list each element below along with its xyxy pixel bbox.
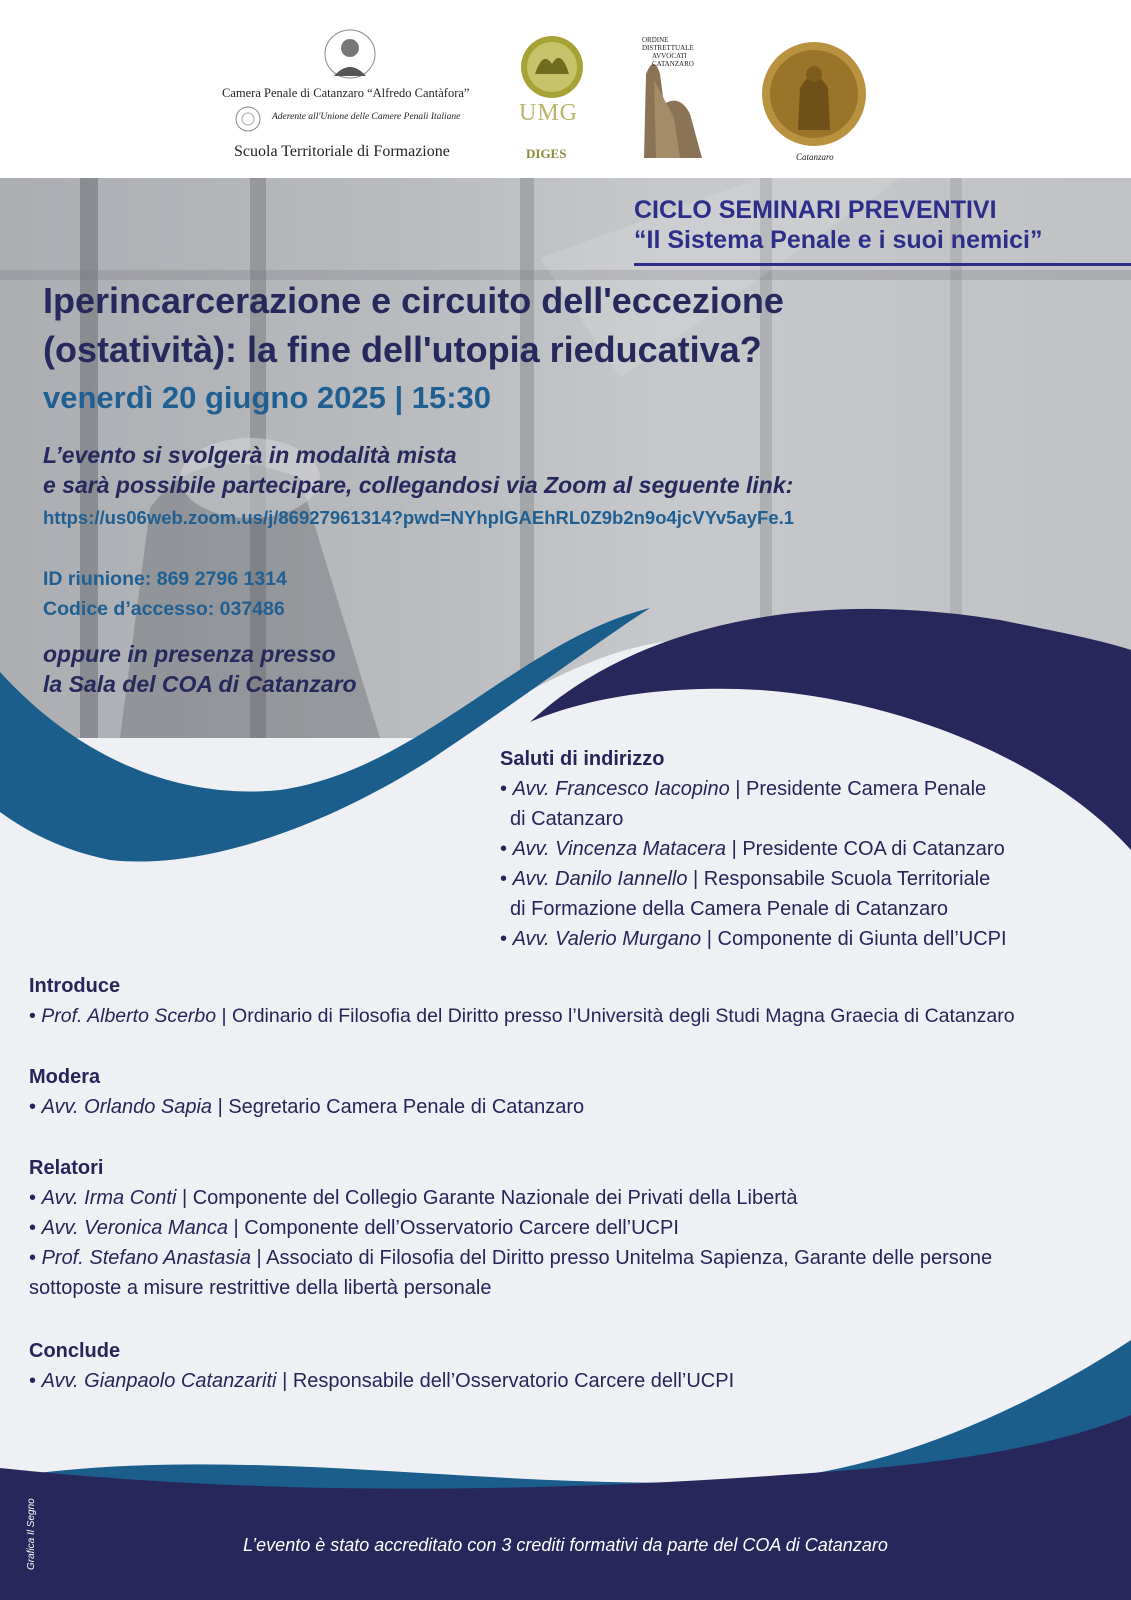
- conclude-item: • Avv. Gianpaolo Catanzariti | Responsabile dell’Osservatorio Carcere dell’UCPI: [29, 1370, 735, 1392]
- scuola-label: Scuola Territoriale di Formazione: [234, 143, 450, 160]
- ordine-line: DISTRETTUALE: [642, 44, 694, 52]
- conclude-heading: Conclude: [29, 1340, 121, 1362]
- saluti-item: • Avv. Francesco Iacopino | Presidente Camera Penale: [500, 778, 987, 800]
- graphic-credit: Grafica Il Segno: [26, 1498, 37, 1570]
- relatori-item: • Avv. Veronica Manca | Componente dell’Osservatorio Carcere dell’UCPI: [29, 1217, 679, 1239]
- meeting-code: Codice d’accesso: 037486: [43, 598, 285, 620]
- introduce-item: • Prof. Alberto Scerbo | Ordinario di Filosofia del Diritto presso l’Università degli Studi Magna Graecia di Catanzaro: [29, 1005, 1015, 1027]
- event-title-line2: (ostatività): la fine dell'utopia rieducativa?: [43, 329, 762, 370]
- fondazione-city: Catanzaro: [796, 152, 834, 162]
- saluti-item-cont: di Formazione della Camera Penale di Catanzaro: [510, 898, 949, 920]
- modera-heading: Modera: [29, 1066, 101, 1088]
- saluti-item: • Avv. Danilo Iannello | Responsabile Scuola Territoriale: [500, 868, 991, 890]
- event-title-line1: Iperincarcerazione e circuito dell'eccezione: [43, 280, 784, 321]
- presence-line1: oppure in presenza presso: [43, 641, 336, 667]
- relatori-heading: Relatori: [29, 1157, 104, 1179]
- mode-line1: L’evento si svolgerà in modalità mista: [43, 442, 457, 468]
- saluti-item: • Avv. Vincenza Matacera | Presidente COA di Catanzaro: [500, 838, 1005, 860]
- umg-label: UMG: [519, 100, 579, 126]
- presence-line2: la Sala del COA di Catanzaro: [43, 671, 357, 697]
- camera-penale-name: Camera Penale di Catanzaro “Alfredo Cantàfora”: [222, 86, 470, 100]
- accreditation-note: L’evento è stato accreditato con 3 crediti formativi da parte del COA di Catanzaro: [243, 1535, 888, 1555]
- ordine-line: CATANZARO: [652, 60, 694, 68]
- event-date: venerdì 20 giugno 2025 | 15:30: [43, 380, 492, 415]
- saluti-item-cont: di Catanzaro: [510, 808, 624, 830]
- ordine-line: AVVOCATI: [652, 52, 687, 60]
- meeting-id: ID riunione: 869 2796 1314: [43, 568, 287, 590]
- relatori-item: • Prof. Stefano Anastasia | Associato di Filosofia del Diritto presso Unitelma Sapienza, Garante delle persone: [29, 1247, 993, 1269]
- series-title: CICLO SEMINARI PREVENTIVI: [634, 196, 997, 224]
- camera-penale-sub: Aderente all'Unione delle Camere Penali Italiane: [272, 112, 461, 122]
- introduce-heading: Introduce: [29, 975, 121, 997]
- series-subtitle: “Il Sistema Penale e i suoi nemici”: [634, 226, 1043, 254]
- relatori-item-cont: sottoposte a misure restrittive della libertà personale: [29, 1277, 492, 1299]
- ordine-line: ORDINE: [642, 36, 669, 44]
- mode-line2: e sarà possibile partecipare, collegandosi via Zoom al seguente link:: [43, 472, 794, 498]
- zoom-link[interactable]: https://us06web.zoom.us/j/86927961314?pwd=NYhplGAEhRL0Z9b2n9o4jcVYv5ayFe.1: [43, 507, 795, 528]
- diges-label: DIGES: [526, 146, 567, 161]
- saluti-item: • Avv. Valerio Murgano | Componente di Giunta dell’UCPI: [500, 928, 1007, 950]
- saluti-heading: Saluti di indirizzo: [500, 748, 665, 770]
- relatori-item: • Avv. Irma Conti | Componente del Collegio Garante Nazionale dei Privati della Libertà: [29, 1187, 798, 1209]
- series-underline: [634, 263, 1131, 266]
- modera-item: • Avv. Orlando Sapia | Segretario Camera Penale di Catanzaro: [29, 1096, 585, 1118]
